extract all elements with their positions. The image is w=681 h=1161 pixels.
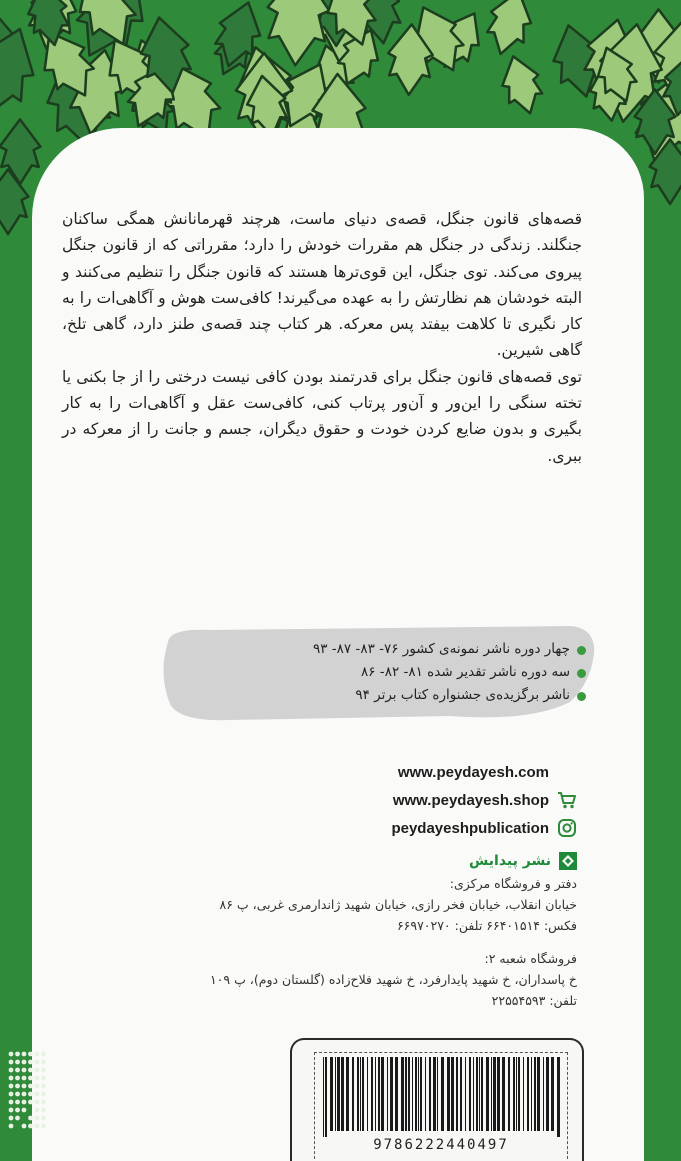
- logo-dot: [41, 1108, 46, 1113]
- logo-dot: [9, 1100, 14, 1105]
- barcode-bar: [476, 1057, 478, 1131]
- office-phones: فکس: ۶۶۴۰۱۵۱۴ تلفن: ۶۶۹۷۰۲۷۰: [396, 918, 577, 933]
- logo-dot: [22, 1124, 27, 1129]
- barcode-bar: [381, 1057, 384, 1131]
- website-link: www.peydayesh.com: [397, 763, 549, 781]
- logo-dot: [35, 1060, 40, 1065]
- logo-dot: [35, 1092, 40, 1097]
- publisher-links: [391, 758, 577, 842]
- bullet-icon: [577, 669, 586, 678]
- instagram-row: [391, 814, 577, 842]
- logo-dot: [9, 1108, 14, 1113]
- logo-dot: [28, 1100, 33, 1105]
- barcode-bar: [557, 1057, 560, 1137]
- logo-dot: [41, 1060, 46, 1065]
- barcode-bar: [531, 1057, 532, 1131]
- logo-dot: [28, 1052, 33, 1057]
- award-text: چهار دوره ناشر نمونه‌ی کشور ۷۶- ۸۳- ۸۷- ۹۳: [312, 641, 570, 657]
- barcode-bar: [390, 1057, 393, 1131]
- barcode-bar: [337, 1057, 340, 1131]
- barcode-label: [290, 1038, 584, 1161]
- barcode-bar: [551, 1057, 554, 1131]
- barcode-bar: [325, 1057, 327, 1137]
- logo-dot: [9, 1060, 14, 1065]
- barcode-bar: [323, 1057, 324, 1137]
- bullet-icon: [577, 646, 586, 655]
- logo-dot: [15, 1052, 20, 1057]
- logo-dot: [22, 1060, 27, 1065]
- barcode-bar: [537, 1057, 540, 1131]
- barcode-bar: [491, 1057, 492, 1131]
- logo-dot: [35, 1084, 40, 1089]
- barcode-bar: [429, 1057, 431, 1131]
- barcode-bar: [481, 1057, 483, 1131]
- barcode-bar: [502, 1057, 505, 1131]
- barcode-bar: [546, 1057, 549, 1131]
- logo-dot: [15, 1108, 20, 1113]
- publisher-dots-logo: [6, 1048, 50, 1138]
- logo-dot: [22, 1076, 27, 1081]
- logo-dot: [41, 1084, 46, 1089]
- logo-dot: [28, 1084, 33, 1089]
- barcode-bar: [401, 1057, 404, 1131]
- barcode-bar: [412, 1057, 413, 1131]
- logo-dot: [35, 1076, 40, 1081]
- logo-dot: [41, 1052, 46, 1057]
- logo-dot: [28, 1124, 33, 1129]
- barcode-bar: [534, 1057, 536, 1131]
- award-item: [313, 684, 588, 707]
- logo-dot: [9, 1068, 14, 1073]
- award-text: ناشر برگزیده‌ی جشنواره کتاب برتر ۹۴: [355, 687, 570, 703]
- logo-dot: [22, 1052, 27, 1057]
- branch-phone: تلفن: ۲۲۵۵۴۵۹۳: [491, 993, 577, 1008]
- logo-dot: [22, 1100, 27, 1105]
- barcode-bar: [387, 1057, 388, 1131]
- logo-dot: [15, 1060, 20, 1065]
- logo-dot: [35, 1100, 40, 1105]
- award-item: [313, 661, 588, 684]
- logo-dot: [9, 1076, 14, 1081]
- barcode-bar: [486, 1057, 489, 1131]
- barcode-bar: [405, 1057, 407, 1131]
- blurb-paragraph-2: توی قصه‌های قانون جنگل برای قدرتمند بودن کافی نیست درختی را از جا بکنی یا تخته سنگی را این‌ور و آن‌ور پرتاب کنی، کافی‌ست عقل و آگاهی‌ات را به کار بگیری و بدون ضایع کردن خودت و حقوق دیگران، جسم و جانت را از معرکه در ببری.: [62, 367, 582, 465]
- barcode-bar: [516, 1057, 517, 1131]
- barcode-bar: [367, 1057, 368, 1131]
- logo-dot: [35, 1108, 40, 1113]
- logo-dot: [28, 1060, 33, 1065]
- logo-dot: [41, 1076, 46, 1081]
- publisher-name-row: [210, 849, 577, 873]
- barcode-bar: [441, 1057, 444, 1131]
- barcode-bar: [513, 1057, 515, 1131]
- barcode-bar: [352, 1057, 354, 1131]
- barcode-bar: [378, 1057, 380, 1131]
- logo-dot: [22, 1084, 27, 1089]
- barcode-bar: [479, 1057, 480, 1131]
- logo-dot: [15, 1116, 20, 1121]
- logo-dot: [9, 1084, 14, 1089]
- publisher-name: نشر پیدایش: [469, 852, 551, 869]
- barcode-bar: [425, 1057, 426, 1131]
- instagram-icon: [557, 818, 577, 838]
- barcode-bar: [437, 1057, 438, 1131]
- logo-dot: [35, 1068, 40, 1073]
- logo-dot: [35, 1052, 40, 1057]
- barcode-bar: [469, 1057, 471, 1131]
- barcode-bar: [433, 1057, 436, 1131]
- award-item: [313, 638, 588, 661]
- back-cover-blurb: [62, 206, 582, 469]
- isbn-number: 9786222440497: [373, 1137, 509, 1153]
- branch-address: خ پاسداران، خ شهید پایدارفرد، خ شهید فلاح‌زاده (گلستان دوم)، پ ۱۰۹: [209, 972, 577, 987]
- barcode-bar: [456, 1057, 458, 1131]
- barcode-bar: [375, 1057, 376, 1131]
- barcode-bar: [371, 1057, 373, 1131]
- barcode-bar: [493, 1057, 496, 1131]
- logo-dot: [15, 1084, 20, 1089]
- blurb-paragraph-1: قصه‌های قانون جنگل، قصه‌ی دنیای ماست، هرچند قهرمانانش همگی ساکنان جنگلند. زندگی در جنگل هم مقررات خودش را دارد؛ مقرراتی که از قانون جنگل پیروی می‌کند. توی جنگل، این قوی‌ترها هستند که قانون جنگل را تنظیم می‌کنند و البته خودشان هم نظارتش را به عهده می‌گیرند! کافی‌ست هوش و آگاهی‌ات را به کار نگیری تا کلاهت بیفتد پس معرکه. هر کتاب چند قصه‌ی طنز دارد، گاهی تلخ، گاهی شیرین.: [62, 210, 582, 360]
- logo-dot: [28, 1116, 33, 1121]
- barcode-bar: [415, 1057, 417, 1131]
- logo-dot: [15, 1092, 20, 1097]
- office-address: خیابان انقلاب، خیابان فخر رازی، خیابان شهید ژاندارمری غربی، پ ۸۶: [219, 897, 577, 912]
- barcode-bar: [508, 1057, 510, 1131]
- instagram-handle: peydayeshpublication: [391, 819, 549, 837]
- barcode-bar: [395, 1057, 398, 1131]
- barcode-bar: [473, 1057, 474, 1131]
- logo-dot: [41, 1092, 46, 1097]
- logo-dot: [28, 1068, 33, 1073]
- barcode-bar: [523, 1057, 524, 1131]
- publisher-info: [210, 849, 577, 1011]
- barcode-bar: [418, 1057, 419, 1131]
- logo-dot: [9, 1116, 14, 1121]
- barcode-bar: [341, 1057, 344, 1131]
- logo-dot: [9, 1092, 14, 1097]
- logo-dot: [28, 1076, 33, 1081]
- logo-dot: [22, 1068, 27, 1073]
- barcode-bar: [518, 1057, 520, 1131]
- shopping-cart-icon: [557, 790, 577, 810]
- barcode-bar: [451, 1057, 454, 1131]
- logo-dot: [28, 1092, 33, 1097]
- isbn-barcode: [315, 1057, 567, 1137]
- barcode-bar: [330, 1057, 333, 1131]
- barcode-bar: [497, 1057, 500, 1131]
- barcode-bar: [447, 1057, 450, 1131]
- website-row: [391, 758, 577, 786]
- office-title: دفتر و فروشگاه مرکزی:: [449, 876, 577, 891]
- logo-dot: [15, 1068, 20, 1073]
- logo-dot: [22, 1108, 27, 1113]
- barcode-bar: [460, 1057, 462, 1131]
- branch-title: فروشگاه شعبه ۲:: [484, 951, 577, 966]
- logo-dot: [15, 1100, 20, 1105]
- barcode-bar: [527, 1057, 529, 1131]
- logo-dot: [35, 1116, 40, 1121]
- logo-dot: [22, 1092, 27, 1097]
- logo-dot: [41, 1124, 46, 1129]
- logo-dot: [9, 1124, 14, 1129]
- shop-row: [391, 786, 577, 814]
- awards-list: [313, 638, 588, 707]
- publisher-logo-icon: [559, 852, 577, 870]
- barcode-bar: [408, 1057, 410, 1131]
- barcode-bar: [357, 1057, 359, 1131]
- barcode-bar: [335, 1057, 336, 1131]
- bullet-icon: [577, 692, 586, 701]
- logo-dot: [15, 1076, 20, 1081]
- logo-dot: [9, 1052, 14, 1057]
- barcode-area: [314, 1052, 568, 1161]
- awards-box: [150, 624, 600, 724]
- barcode-bar: [360, 1057, 361, 1131]
- barcode-bar: [420, 1057, 422, 1131]
- barcode-bar: [465, 1057, 466, 1131]
- barcode-bar: [346, 1057, 349, 1131]
- logo-dot: [35, 1124, 40, 1129]
- logo-dot: [41, 1116, 46, 1121]
- shop-link: www.peydayesh.shop: [392, 791, 549, 809]
- logo-dot: [41, 1068, 46, 1073]
- barcode-bar: [543, 1057, 544, 1131]
- award-text: سه دوره ناشر تقدیر شده ۸۱- ۸۲- ۸۶: [361, 664, 570, 680]
- barcode-bar: [362, 1057, 364, 1131]
- logo-dot: [41, 1100, 46, 1105]
